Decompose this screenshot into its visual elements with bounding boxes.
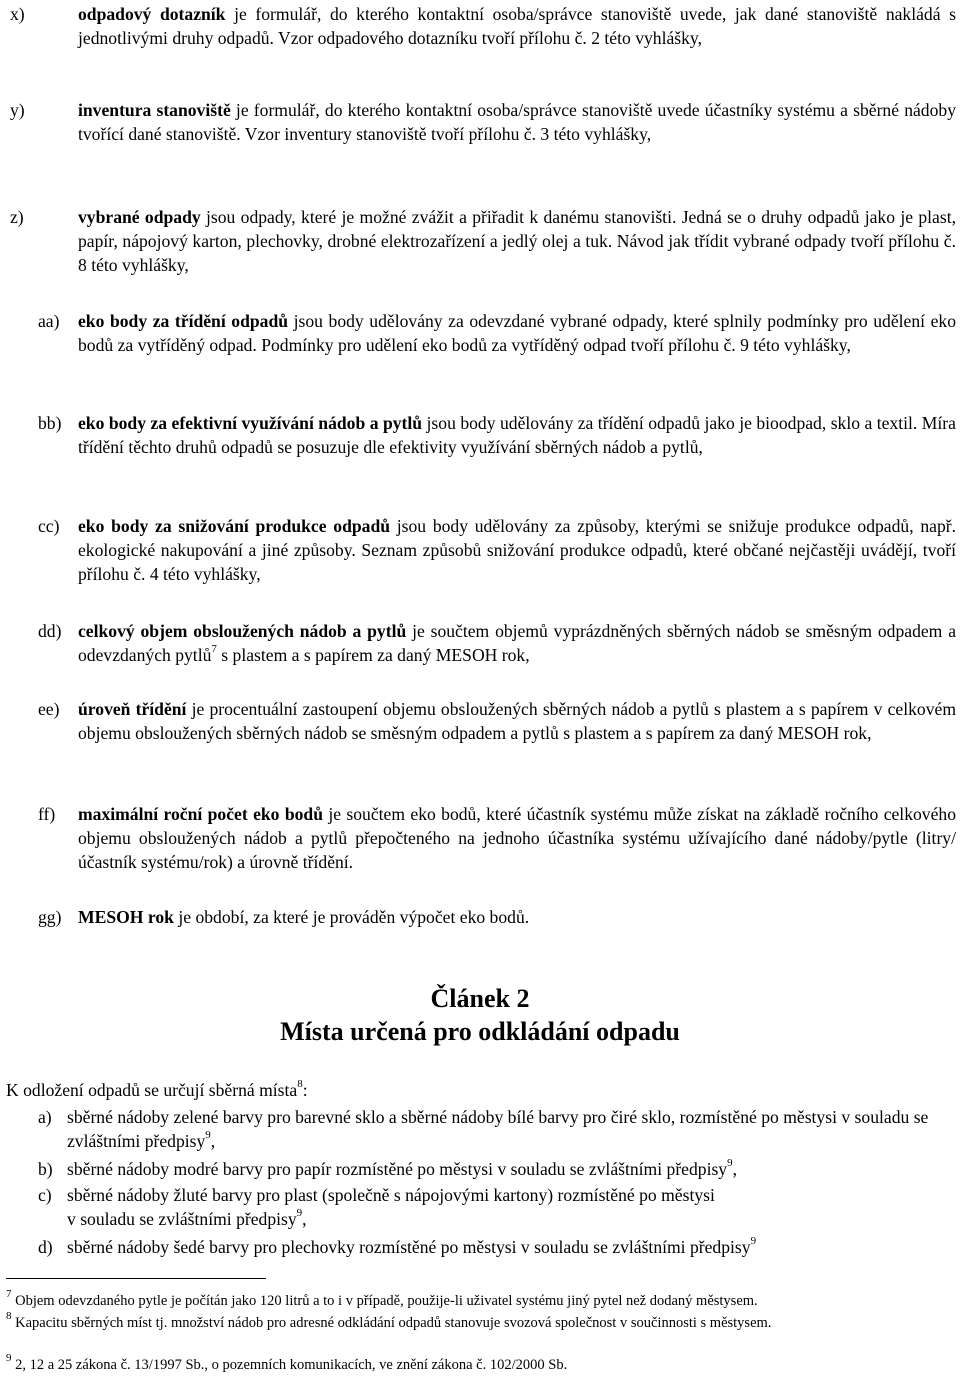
intro-text: K odložení odpadů se určují sběrná místa [6,1080,298,1100]
definition-ff [0,802,960,874]
definition-term: celkový objem obsloužených nádob a pytlů [78,621,407,641]
definition-label: ee) [38,699,60,719]
definition-text: je součtem eko bodů, které účastník systému může získat na základě ročního celkového objemu obsloužených nádob a pytlů přepočteného na jednoho účastníka systému užívajícího dané nádoby/pytle (litry/účastník systému/rok) a úrovně třídění. [78,804,956,872]
list-item-d [0,1235,960,1259]
definition-gg [0,905,960,929]
list-item-text: sběrné nádoby modré barvy pro papír rozmístěné po městysi v souladu se zvláštními předpisy [67,1159,728,1179]
definition-term: vybrané odpady [78,207,201,227]
list-item-label: b) [38,1159,53,1179]
definition-z [0,205,960,277]
footnote-ref: 9 [750,1235,757,1248]
footnote-number: 7 [6,1288,12,1301]
list-item-tail: , [732,1159,738,1179]
list-item-c [0,1183,960,1231]
definition-label: ff) [38,804,56,824]
footnote-text: Objem odevzdaného pytle je počítán jako 120 litrů a to i v případě, použije-li uživatel systému jiný pytel než dodaný městysem. [15,1293,758,1309]
footnote-7 [6,1288,956,1310]
definition-term: inventura stanoviště [78,100,231,120]
definition-term: odpadový dotazník [78,4,226,24]
list-item-text: sběrné nádoby šedé barvy pro plechovky rozmístěné po městysi v souladu se zvláštními předpisy [67,1237,751,1257]
definition-label: y) [10,100,25,120]
list-item-text: sběrné nádoby žluté barvy pro plast (společně s nápojovými kartony) rozmístěné po městysi [67,1185,715,1205]
intro-tail: : [302,1080,308,1100]
article-number: Článek 2 [430,984,530,1013]
list-item-tail: , [210,1131,216,1151]
list-item-a [0,1105,960,1153]
footnote-8 [6,1310,956,1332]
definition-x [0,2,960,50]
definition-text: je formulář, do kterého kontaktní osoba/správce stanoviště uvede, jak dané stanoviště nakládá s jednotlivými druhy odpadů. Vzor odpadového dotazníku tvoří přílohu č. 2 této vyhlášky, [78,4,956,48]
definition-term: eko body za efektivní využívání nádob a pytlů [78,413,423,433]
definition-term: úroveň třídění [78,699,187,719]
definition-text: je formulář, do kterého kontaktní osoba/správce stanoviště uvede účastníky systému a sběrné nádoby tvořící dané stanoviště. Vzor inventury stanoviště tvoří přílohu č. 3 této vyhlášky, [78,100,956,144]
definition-label: bb) [38,413,62,433]
definition-dd [0,619,960,667]
list-item-label: d) [38,1237,53,1257]
footnote-text: Kapacitu sběrných míst tj. množství nádob pro adresné odkládání odpadů stanovuje svozová společnost v součinnosti s městysem. [15,1315,772,1331]
footnote-number: 8 [6,1310,12,1323]
definition-text: jsou odpady, které je možné zvážit a přiřadit k danému stanovišti. Jedná se o druhy odpadů jako je plast, papír, nápojový karton, plechovky, drobné elektrozařízení a jedlý olej a tuk. Návod jak třídit vybrané odpady tvoří přílohu č. 8 této vyhlášky, [78,207,956,275]
definition-text: s plastem a s papírem za daný MESOH rok, [216,645,530,665]
footnote-divider [6,1278,266,1279]
article-title: Místa určená pro odkládání odpadu [280,1017,680,1046]
definition-aa [0,309,960,357]
footnote-ref: 7 [211,643,217,656]
definition-ee [0,697,960,745]
definition-cc [0,514,960,586]
definition-label: gg) [38,907,62,927]
definition-label: aa) [38,311,60,331]
definition-term: maximální roční počet eko bodů [78,804,323,824]
definition-label: cc) [38,516,60,536]
article-intro [6,1078,956,1102]
definition-text: je období, za které je prováděn výpočet eko bodů. [173,907,530,927]
list-item-label: a) [38,1107,52,1127]
definition-text: jsou body udělovány za odevzdané vybrané odpady, které splnily podmínky pro udělení eko bodů za vytříděný odpad. Podmínky pro udělení eko bodů za vytříděný odpad tvoří přílohu č. 9 této vyhlášky, [78,311,957,355]
definition-term: MESOH rok [78,907,174,927]
definition-label: dd) [38,621,62,641]
definition-text: jsou body udělovány za způsoby, kterými se snižuje produkce odpadů, např. ekologické nakupování a jiné způsoby. Seznam způsobů snižování produkce odpadů, které občané nejčastěji uvádějí, tvoří přílohu č. 4 této vyhlášky, [78,516,956,584]
footnote-ref: 9 [205,1129,211,1142]
list-item-tail: , [302,1209,307,1229]
definition-term: eko body za třídění odpadů [78,311,289,331]
definition-label: x) [10,4,25,24]
footnote-number: 9 [6,1352,12,1365]
definition-label: z) [10,207,24,227]
footnote-ref: 8 [297,1078,303,1091]
footnote-ref: 9 [296,1207,303,1220]
definition-text: jsou body udělovány za třídění odpadů jako je bioodpad, sklo a textil. Míra třídění těchto druhů odpadů se posuzuje dle efektivity využívání sběrných nádob a pytlů, [78,413,956,457]
footnote-ref: 9 [727,1157,733,1170]
definition-y [0,98,960,146]
definition-text: je procentuální zastoupení objemu obsloužených sběrných nádob a pytlů s plastem a s papírem v celkovém objemu obsloužených sběrných nádob se směsným odpadem a pytlů s plastem a s papírem za daný MESOH rok, [78,699,956,743]
footnote-9 [6,1352,956,1374]
list-item-label: c) [38,1185,52,1205]
list-item-text: sběrné nádoby zelené barvy pro barevné sklo a sběrné nádoby bílé barvy pro čiré sklo, rozmístěné po městysi v souladu se zvláštními předpisy [67,1107,929,1151]
definition-bb [0,411,960,459]
list-item-text: v souladu se zvláštními předpisy [67,1209,297,1229]
footnote-text: 2, 12 a 25 zákona č. 13/1997 Sb., o pozemních komunikacích, ve znění zákona č. 102/2000 Sb. [15,1357,568,1373]
list-item-b [0,1157,960,1181]
definition-text: je součtem objemů vyprázdněných sběrných nádob se směsným odpadem a odevzdaných pytlů [78,621,956,665]
definition-term: eko body za snižování produkce odpadů [78,516,391,536]
